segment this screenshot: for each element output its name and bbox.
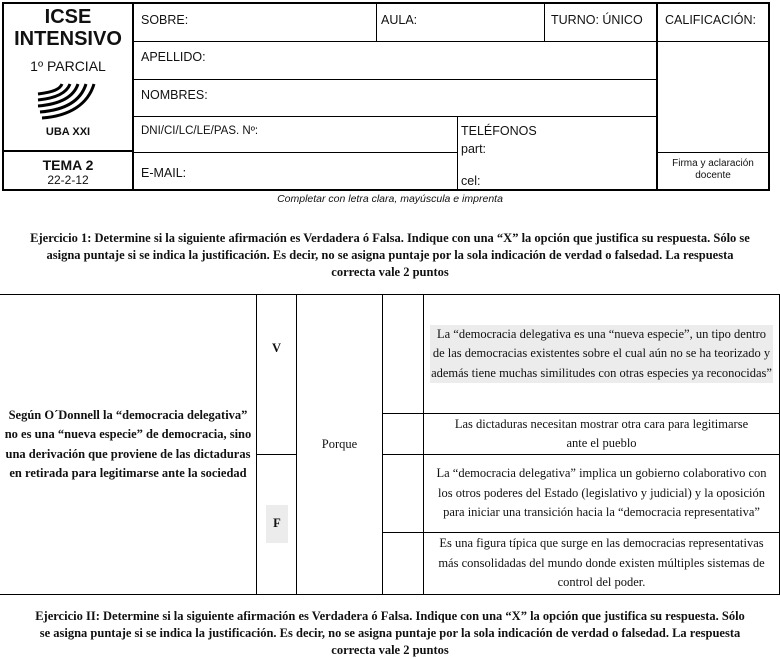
header-divider — [656, 41, 768, 42]
false-option[interactable]: F — [266, 505, 288, 543]
header-divider — [132, 116, 656, 117]
header-divider — [656, 152, 768, 153]
tema-title: TEMA 2 — [42, 157, 94, 173]
header-divider — [132, 4, 134, 189]
option-3-mark[interactable] — [383, 455, 423, 532]
header-divider — [4, 150, 132, 152]
table-divider — [256, 454, 296, 455]
connector-label: Porque — [321, 436, 358, 451]
logo-brand: UBA XXI — [45, 126, 91, 138]
part-field[interactable]: part: — [461, 142, 487, 156]
exercise2-instructions: Ejercicio II: Determine si la siguiente afirmación es Verdadera ó Falsa. Indique con una “X” la opción que justifica su respuesta. Sólo se asigna puntaje si se indica la justificación. Es decir, no se asigna puntaje por la sola indicación de verdad o falsedad. La respuesta correcta vale 2 puntos — [35, 609, 745, 657]
header-divider — [376, 4, 377, 41]
sobre-field[interactable]: SOBRE: — [141, 13, 189, 27]
true-option[interactable]: V — [271, 341, 282, 356]
header-divider — [132, 152, 457, 153]
option-4-mark[interactable] — [383, 533, 423, 594]
firma-docente-field: Firma y aclaración docente — [672, 158, 754, 181]
header-divider — [132, 79, 656, 80]
turno-field: TURNO: ÚNICO — [551, 13, 643, 27]
header-divider — [656, 4, 658, 189]
exercise1-table — [0, 294, 780, 595]
aula-field[interactable]: AULA: — [381, 13, 418, 27]
option-1-text: La “democracia delegativa es una “nueva especie”, un tipo dentro de las democracias existentes sobre el cual aún no se ha teorizado y además tiene muchas similitudes con otras especies ya reconocidas” — [430, 325, 773, 384]
nombres-field[interactable]: NOMBRES: — [141, 88, 208, 102]
header-divider — [132, 41, 656, 42]
tema-date: 22-2-12 — [47, 173, 89, 187]
logo-line3: 1º PARCIAL — [30, 58, 106, 74]
apellido-field[interactable]: APELLIDO: — [141, 50, 206, 64]
logo-line1: ICSE — [44, 6, 92, 28]
statement-text: Según O´Donnell la “democracia delegativa” no es una “nueva especie” de democracia, sino una derivación que proviene de las dictaduras en retirada para legitimarse ante la sociedad — [4, 407, 252, 480]
exam-header — [2, 2, 770, 191]
option-2-text: Las dictaduras necesitan mostrar otra cara para legitimarse ante el pueblo — [454, 416, 749, 450]
header-divider — [457, 116, 458, 189]
option-1-cell — [424, 295, 779, 413]
uba-logo-icon — [36, 82, 96, 120]
option-3-text: La “democracia delegativa” implica un gobierno colaborativo con los otros poderes del Estado (legislativo y judicial) y la oposición para iniciar una transición hacia la “democracia representativa” — [436, 466, 767, 520]
logo-line2: INTENSIVO — [14, 28, 122, 50]
telefonos-label: TELÉFONOS — [461, 124, 537, 138]
option-1-mark[interactable] — [383, 295, 423, 413]
calificacion-field[interactable]: CALIFICACIÓN: — [665, 13, 756, 27]
email-field[interactable]: E-MAIL: — [141, 166, 187, 180]
header-divider — [544, 4, 545, 41]
form-note: Completar con letra clara, mayúscula e imprenta — [277, 193, 503, 205]
option-4-text: Es una figura típica que surge en las democracias representativas más consolidadas del mundo donde existen múltiples sistemas de control del poder. — [438, 536, 765, 590]
cel-field[interactable]: cel: — [461, 174, 481, 188]
option-2-mark[interactable] — [383, 414, 423, 454]
exercise1-instructions: Ejercicio 1: Determine si la siguiente afirmación es Verdadera ó Falsa. Indique con una “X” la opción que justifica su respuesta. Sólo se asigna puntaje si se indica la justificación. Es decir, no se asigna puntaje por la sola indicación de verdad o falsedad. La respuesta correcta vale 2 puntos — [30, 231, 750, 279]
dni-field[interactable]: DNI/CI/LC/LE/PAS. Nº: — [141, 125, 259, 137]
